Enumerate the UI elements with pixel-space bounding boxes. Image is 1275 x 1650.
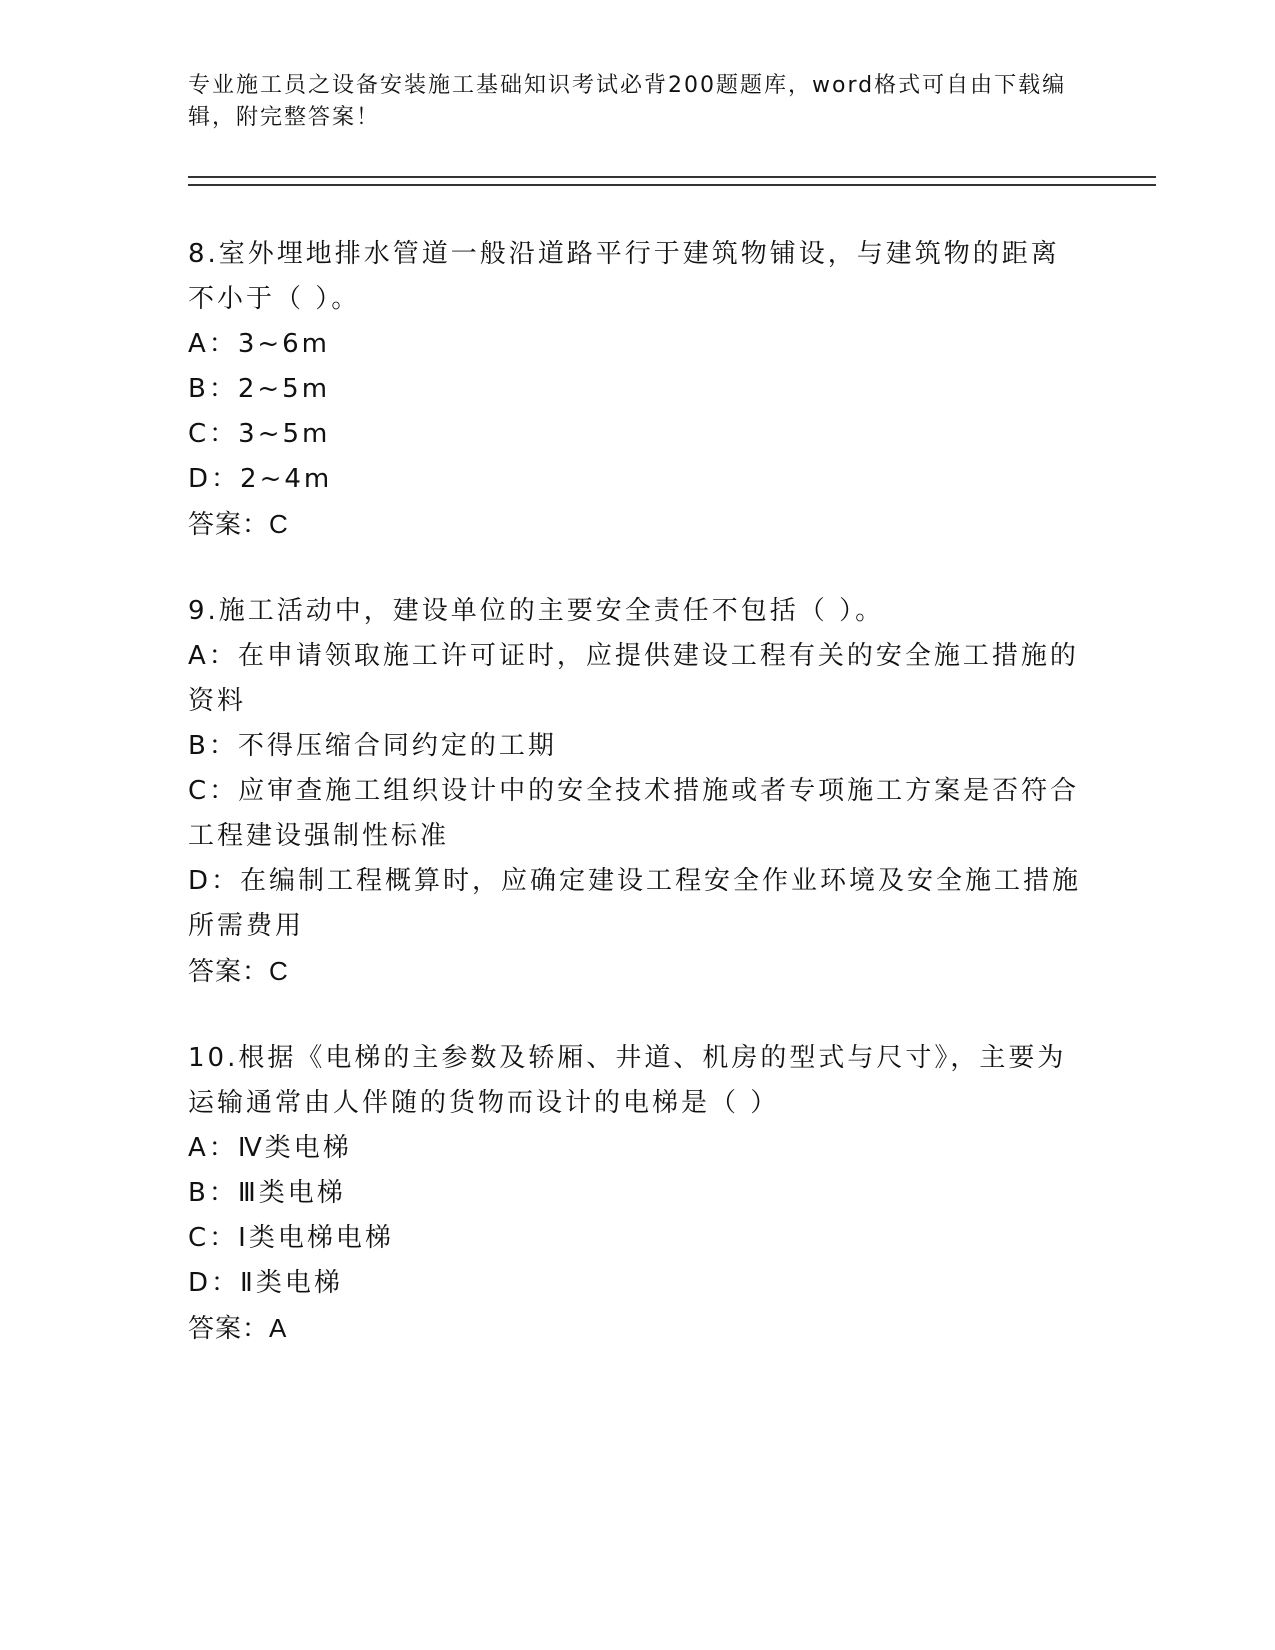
option-letter: B [188,1178,209,1208]
option-text: 在申请领取施工许可证时，应提供建设工程有关的安全施工措施的资料 [188,641,1079,716]
option-text: Ⅲ类电梯 [237,1178,346,1208]
option-b [188,1171,1088,1216]
option-letter: C [188,1223,210,1253]
option-a [188,322,1088,367]
question-9 [188,589,1088,994]
question-list [188,232,1088,1393]
option-separator: ： [209,776,239,806]
option-a [188,1126,1088,1171]
option-separator: ： [208,1133,238,1163]
option-letter: D [188,866,212,896]
question-stem: 10.根据《电梯的主参数及轿厢、井道、机房的型式与尺寸》，主要为运输通常由人伴随的货物而设计的电梯是（ ） [188,1043,1067,1118]
question-stem: 9.施工活动中，建设单位的主要安全责任不包括（ ）。 [188,596,885,626]
option-separator: ： [211,866,241,896]
option-text: 在编制工程概算时，应确定建设工程安全作业环境及安全施工措施所需费用 [188,866,1082,941]
option-letter: A [188,641,209,671]
option-separator: ： [208,731,238,761]
option-separator: ： [208,641,238,671]
option-text: Ⅳ类电梯 [237,1133,352,1163]
option-d [188,859,1088,949]
option-b [188,724,1088,769]
option-separator: ： [211,464,241,494]
option-text: 2~4m [240,464,333,494]
option-text: 3~5m [238,419,331,449]
option-letter: B [188,731,209,761]
option-letter: C [188,419,210,449]
option-letter: A [188,1133,209,1163]
option-text: 2~5m [237,374,331,404]
option-separator: ： [209,1223,239,1253]
answer-line: 答案：C [188,956,289,986]
option-separator: ： [208,374,238,404]
option-separator: ： [209,419,239,449]
question-8 [188,232,1088,547]
option-d [188,457,1088,502]
answer-line: 答案：C [188,509,289,539]
option-letter: D [188,464,212,494]
answer-line: 答案：A [188,1313,288,1343]
option-separator: ： [208,1178,238,1208]
option-text: 不得压缩合同约定的工期 [237,731,557,761]
option-text: Ⅰ类电梯电梯 [238,1223,394,1253]
option-letter: C [188,776,210,806]
option-text: Ⅱ类电梯 [240,1268,343,1298]
option-a [188,634,1088,724]
question-10 [188,1036,1088,1351]
option-c [188,769,1088,859]
option-b [188,367,1088,412]
option-d [188,1261,1088,1306]
option-letter: D [188,1268,212,1298]
option-letter: B [188,374,209,404]
header-intro: 专业施工员之设备安装施工基础知识考试必背200题题库，word格式可自由下载编辑，附完整答案！ [188,73,1067,130]
option-separator: ： [211,1268,241,1298]
option-separator: ： [208,329,238,359]
option-letter: A [188,329,209,359]
option-c [188,1216,1088,1261]
option-c [188,412,1088,457]
header-double-rule [188,176,1156,186]
option-text: 应审查施工组织设计中的安全技术措施或者专项施工方案是否符合工程建设强制性标准 [188,776,1080,851]
option-text: 3~6m [237,329,331,359]
question-stem: 8.室外埋地排水管道一般沿道路平行于建筑物铺设，与建筑物的距离不小于（ ）。 [188,239,1060,314]
